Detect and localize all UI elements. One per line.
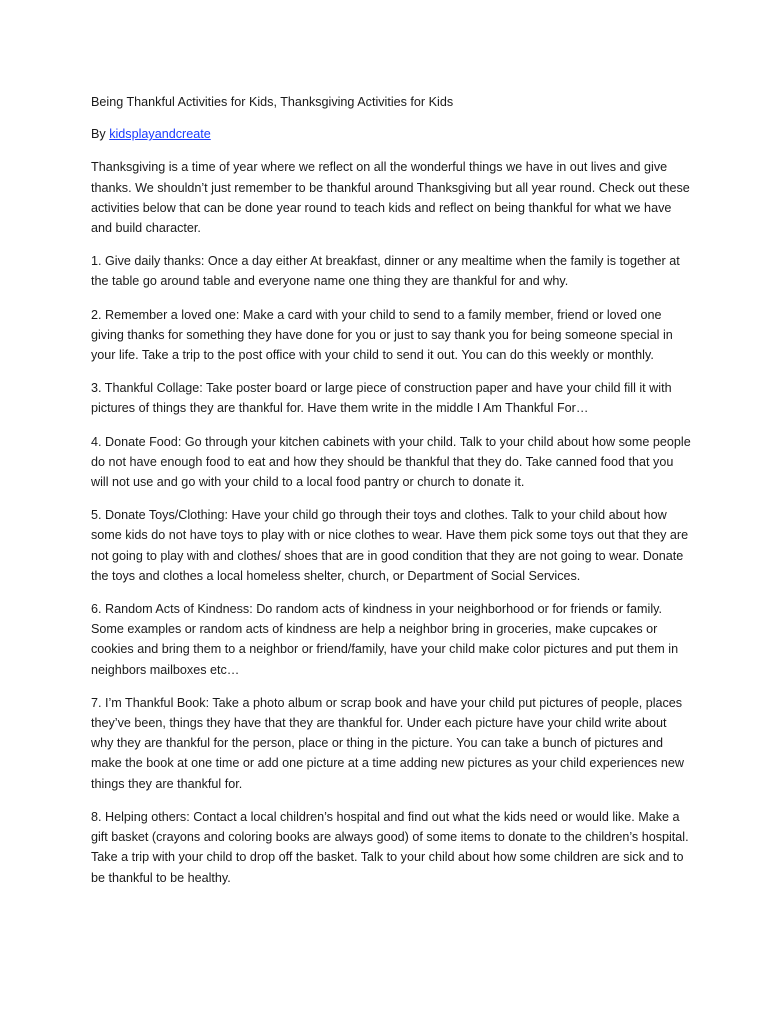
document-page	[91, 92, 691, 901]
activity-item-5: 5. Donate Toys/Clothing: Have your child go through their toys and clothes. Talk to your child about how some kids do not have toys to play with or nice clothes to wear. Have them pick some toys out that they are not going to play with and clothes/ shoes that are in good condition that they are not going to wear. Donate the toys and clothes a local homeless shelter, church, or Department of Social Services.	[91, 508, 689, 583]
author-link[interactable]: kidsplayandcreate	[109, 127, 211, 142]
activity-item-1: 1. Give daily thanks: Once a day either At breakfast, dinner or any mealtime when the family is together at the table go around table and everyone name one thing they are thankful for and why.	[91, 254, 680, 289]
byline-prefix: By	[91, 127, 110, 142]
activity-item-6: 6. Random Acts of Kindness: Do random acts of kindness in your neighborhood or for friends or family. Some examples or random acts of kindness are help a neighbor bring in groceries, make cupcakes or cookies and bring them to a neighbor or friend/family, have your child make color pictures and put them in neighbors mailboxes etc…	[91, 602, 679, 677]
document-title: Being Thankful Activities for Kids, Thanksgiving Activities for Kids	[91, 95, 454, 109]
activity-item-4: 4. Donate Food: Go through your kitchen cabinets with your child. Talk to your child about how some people do not have enough food to eat and how they should be thankful that they do. Take canned food that you will not use and go with your child to a local food pantry or church to donate it.	[91, 434, 691, 490]
activity-item-3: 3. Thankful Collage: Take poster board or large piece of construction paper and have your child fill it with pictures of things they are thankful for. Have them write in the middle I Am Thankful For…	[91, 381, 672, 416]
activity-item-7: 7. I’m Thankful Book: Take a photo album or scrap book and have your child put pictures of people, places they’ve been, things they have that they are thankful for. Under each picture have your child write about why they are thankful for the person, place or thing in the picture. You can take a bunch of pictures and make the book at one time or add one picture at a time adding new pictures as your child experiences new things they are thankful for.	[91, 695, 684, 791]
activity-item-2: 2. Remember a loved one: Make a card with your child to send to a family member, friend or loved one giving thanks for something they have done for you or just to say thank you for being someone special in your life. Take a trip to the post office with your child to send it out. You can do this weekly or monthly.	[91, 307, 673, 363]
intro-paragraph: Thanksgiving is a time of year where we reflect on all the wonderful things we have in out lives and give thanks. We shouldn’t just remember to be thankful around Thanksgiving but all year round. Check out these activities below that can be done year round to teach kids and reflect on being thankful for what we have and build character.	[91, 160, 690, 236]
byline	[91, 124, 691, 144]
activity-item-8: 8. Helping others: Contact a local children’s hospital and find out what the kids need or would like. Make a gift basket (crayons and coloring books are always good) of some items to donate to the children’s hospital. Take a trip with your child to drop off the basket. Talk to your child about how some children are sick and to be thankful to be healthy.	[91, 809, 689, 885]
